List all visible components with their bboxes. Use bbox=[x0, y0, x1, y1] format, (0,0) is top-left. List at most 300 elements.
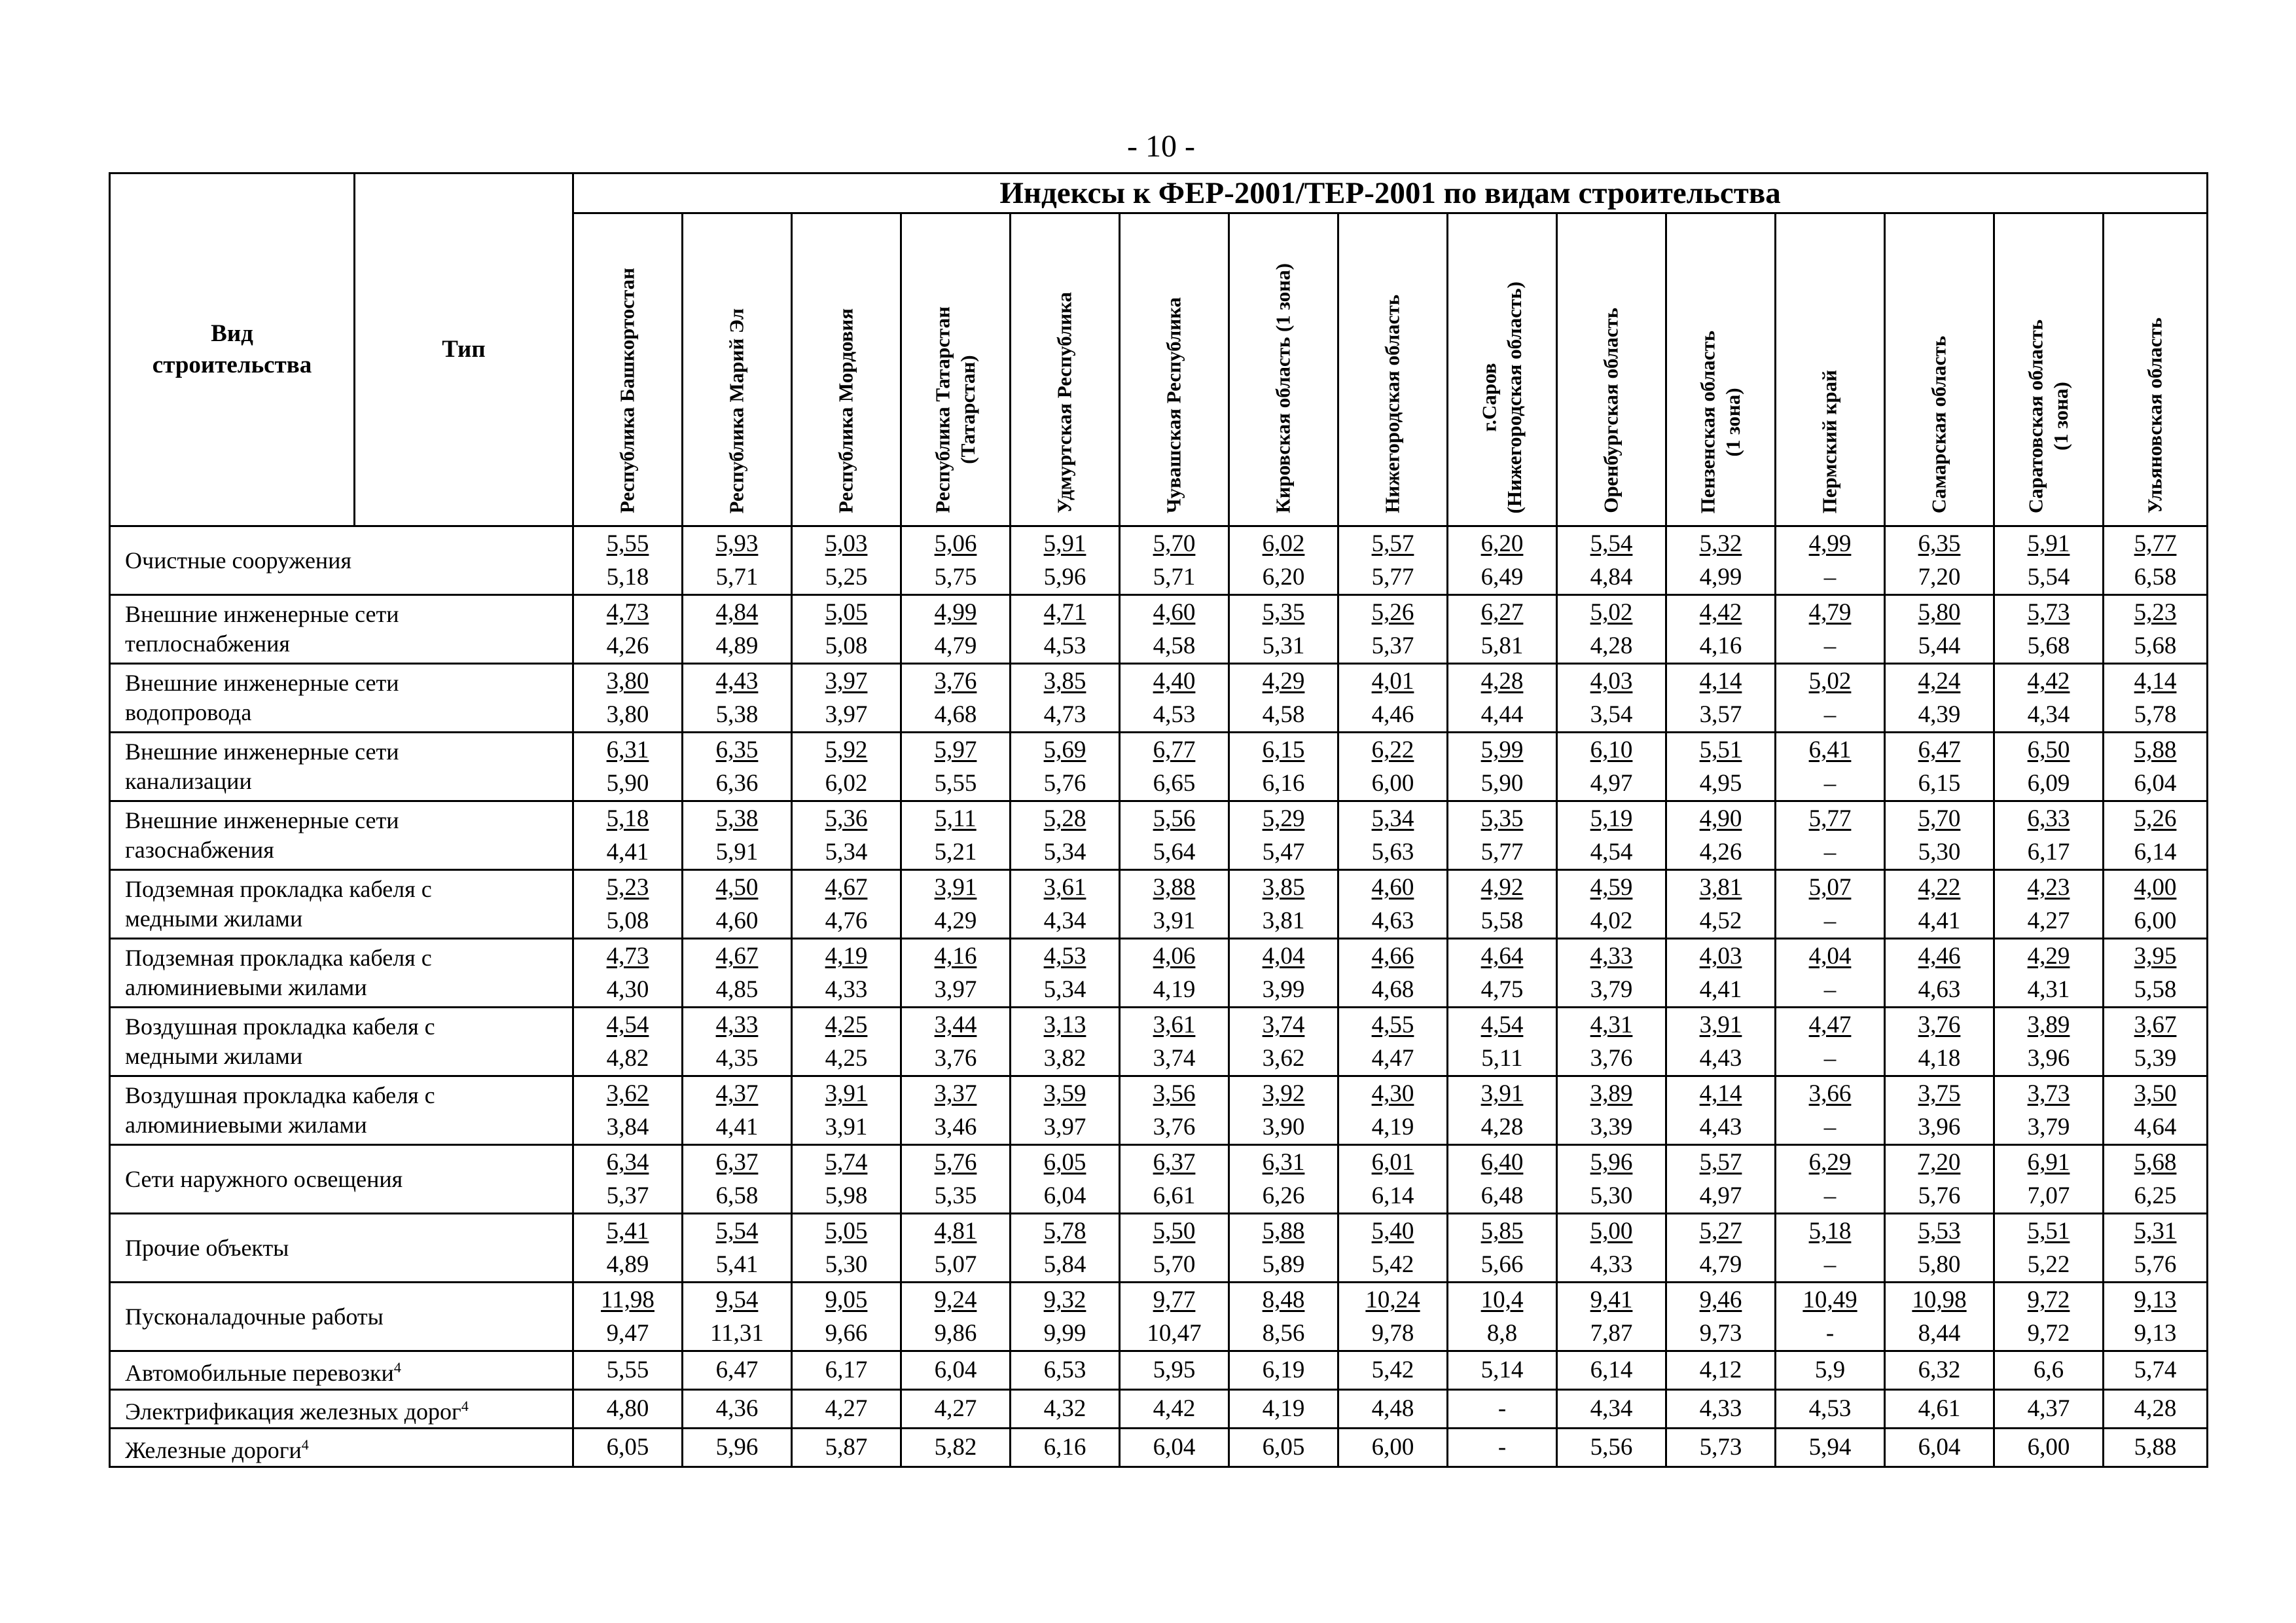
value-top-text: 9,46 bbox=[1699, 1286, 1742, 1313]
value-cell bbox=[1994, 595, 2104, 664]
value-top-text: 5,03 bbox=[825, 530, 868, 557]
value-top bbox=[1448, 939, 1556, 973]
value-bottom: 6,26 bbox=[1262, 1182, 1305, 1209]
value-bottom: 5,98 bbox=[825, 1182, 868, 1209]
value-cell bbox=[792, 870, 901, 939]
value-bottom: 5,54 bbox=[2027, 564, 2070, 591]
value-top bbox=[1230, 1283, 1337, 1317]
value-bottom: 7,20 bbox=[1918, 564, 1961, 591]
value-cell bbox=[683, 595, 792, 664]
value-top-text: 3,88 bbox=[1153, 874, 1196, 901]
value-bottom: 5,07 bbox=[934, 1251, 977, 1278]
value-top-text: 10,4 bbox=[1480, 1286, 1524, 1313]
value-cell bbox=[901, 870, 1011, 939]
value-bottom: 5,47 bbox=[1262, 839, 1305, 866]
value-top bbox=[1886, 1008, 1993, 1042]
value-top bbox=[2104, 871, 2206, 904]
value-top bbox=[1995, 1146, 2102, 1179]
value-top-text: 4,04 bbox=[1262, 943, 1305, 970]
value-top bbox=[1448, 1283, 1556, 1317]
region-name: Республика Мордовия bbox=[834, 308, 857, 513]
value-top-text: 9,41 bbox=[1590, 1286, 1633, 1313]
value-top-text: 5,18 bbox=[606, 805, 649, 832]
region-name: Нижегородская область bbox=[1380, 295, 1404, 513]
value-top bbox=[1776, 1214, 1884, 1248]
value-cell bbox=[1120, 1214, 1229, 1283]
value-top-text: 6,01 bbox=[1371, 1149, 1414, 1176]
value-bottom: 4,73 bbox=[1043, 701, 1086, 728]
value-cell bbox=[901, 1283, 1011, 1351]
value-bottom: – bbox=[1823, 1114, 1837, 1140]
value-bottom: 5,38 bbox=[715, 701, 759, 728]
value-top-text: 3,97 bbox=[825, 668, 868, 695]
value-cell bbox=[1338, 939, 1448, 1008]
value-top-text: 5,53 bbox=[1918, 1218, 1961, 1245]
value-bottom: 6,36 bbox=[715, 770, 759, 797]
value-top bbox=[1121, 1283, 1228, 1317]
value-cell bbox=[2104, 1214, 2208, 1283]
value-top bbox=[1558, 802, 1665, 835]
value-top bbox=[1776, 733, 1884, 767]
value-cell bbox=[1338, 870, 1448, 939]
value-bottom: 4,26 bbox=[606, 632, 649, 659]
value-cell bbox=[1666, 733, 1776, 801]
value-top-text: 9,77 bbox=[1153, 1286, 1196, 1313]
value-cell: 4,12 bbox=[1666, 1351, 1776, 1390]
value-bottom: 4,44 bbox=[1480, 701, 1524, 728]
value-cell: 5,74 bbox=[2104, 1351, 2208, 1390]
value-top-text: 4,14 bbox=[2134, 668, 2177, 695]
table-row bbox=[110, 1214, 2208, 1283]
value-cell bbox=[1776, 1145, 1885, 1214]
region-name: Республика Башкортостан bbox=[615, 268, 639, 513]
value-cell bbox=[1229, 595, 1338, 664]
value-top-text: 5,00 bbox=[1590, 1218, 1633, 1245]
row-label: Внешние инженерные сети канализации bbox=[110, 733, 573, 801]
value-cell bbox=[792, 1214, 901, 1283]
value-top-text: 5,27 bbox=[1699, 1218, 1742, 1245]
value-cell bbox=[1666, 801, 1776, 870]
value-top-text: 5,54 bbox=[715, 1218, 759, 1245]
value-top bbox=[1667, 527, 1774, 560]
value-top bbox=[1448, 871, 1556, 904]
value-top-text: 5,31 bbox=[2134, 1218, 2177, 1245]
value-bottom: 4,41 bbox=[715, 1114, 759, 1140]
value-cell bbox=[2104, 595, 2208, 664]
value-bottom: 5,77 bbox=[1480, 839, 1524, 866]
value-bottom: 9,73 bbox=[1699, 1320, 1742, 1347]
value-top-text: 6,22 bbox=[1371, 737, 1414, 763]
value-bottom: 5,71 bbox=[1153, 564, 1196, 591]
value-bottom: 5,77 bbox=[1371, 564, 1414, 591]
value-top bbox=[902, 733, 1009, 767]
value-cell: 5,14 bbox=[1448, 1351, 1557, 1390]
value-cell bbox=[1011, 1008, 1120, 1076]
value-cell bbox=[1229, 1145, 1338, 1214]
value-top bbox=[2104, 1008, 2206, 1042]
value-top-text: 4,99 bbox=[1808, 530, 1852, 557]
value-cell bbox=[1557, 1145, 1666, 1214]
value-top bbox=[1121, 1008, 1228, 1042]
value-bottom: 9,78 bbox=[1371, 1320, 1414, 1347]
value-top-text: 6,41 bbox=[1808, 737, 1852, 763]
value-top-text: 6,34 bbox=[606, 1149, 649, 1176]
value-top-text: 6,29 bbox=[1808, 1149, 1852, 1176]
value-cell bbox=[1666, 526, 1776, 595]
value-bottom: 4,16 bbox=[1699, 632, 1742, 659]
value-cell: 6,00 bbox=[1338, 1429, 1448, 1467]
value-top bbox=[793, 871, 900, 904]
value-cell: 5,87 bbox=[792, 1429, 901, 1467]
value-bottom: 3,82 bbox=[1043, 1045, 1086, 1072]
value-top bbox=[793, 1146, 900, 1179]
value-cell: 4,61 bbox=[1885, 1390, 1994, 1429]
value-cell bbox=[1338, 1076, 1448, 1145]
value-top-text: 3,95 bbox=[2134, 943, 2177, 970]
row-label bbox=[110, 1429, 573, 1467]
value-top-text: 5,29 bbox=[1262, 805, 1305, 832]
value-bottom: 3,96 bbox=[2027, 1045, 2070, 1072]
value-top-text: 5,05 bbox=[825, 599, 868, 626]
value-top-text: 4,14 bbox=[1699, 668, 1742, 695]
value-top-text: 5,32 bbox=[1699, 530, 1742, 557]
value-top-text: 5,76 bbox=[934, 1149, 977, 1176]
value-cell: 4,80 bbox=[573, 1390, 683, 1429]
value-top-text: 5,85 bbox=[1480, 1218, 1524, 1245]
value-cell: - bbox=[1448, 1429, 1557, 1467]
value-top bbox=[1230, 527, 1337, 560]
value-cell bbox=[1994, 1076, 2104, 1145]
value-cell bbox=[1994, 664, 2104, 733]
value-top-text: 5,74 bbox=[825, 1149, 868, 1176]
value-bottom: 3,57 bbox=[1699, 701, 1742, 728]
value-top-text: 4,29 bbox=[1262, 668, 1305, 695]
value-cell bbox=[1885, 1214, 1994, 1283]
value-bottom: 5,81 bbox=[1480, 632, 1524, 659]
value-cell: 5,95 bbox=[1120, 1351, 1229, 1390]
value-cell bbox=[901, 939, 1011, 1008]
value-top bbox=[902, 871, 1009, 904]
value-top-text: 5,41 bbox=[606, 1218, 649, 1245]
value-top-text: 5,91 bbox=[2027, 530, 2070, 557]
value-bottom: – bbox=[1823, 1251, 1837, 1278]
value-top bbox=[1230, 1214, 1337, 1248]
value-top-text: 3,44 bbox=[934, 1012, 977, 1038]
row-label: Подземная прокладка кабеля с алюминиевыми жилами bbox=[110, 939, 573, 1008]
value-cell: 6,04 bbox=[901, 1351, 1011, 1390]
value-bottom: 5,76 bbox=[2134, 1251, 2177, 1278]
region-header bbox=[683, 213, 792, 526]
value-top bbox=[1886, 871, 1993, 904]
value-cell bbox=[1229, 1008, 1338, 1076]
region-name: Удмуртская Республика bbox=[1052, 292, 1076, 513]
value-cell: 4,36 bbox=[683, 1390, 792, 1429]
value-cell bbox=[573, 733, 683, 801]
value-bottom: 4,39 bbox=[1918, 701, 1961, 728]
value-top bbox=[1558, 1283, 1665, 1317]
value-cell bbox=[792, 526, 901, 595]
value-cell bbox=[1776, 1076, 1885, 1145]
value-top bbox=[1011, 1008, 1119, 1042]
value-top bbox=[1230, 1008, 1337, 1042]
value-top-text: 7,20 bbox=[1918, 1149, 1961, 1176]
value-cell bbox=[573, 1214, 683, 1283]
row-label: Внешние инженерные сети теплоснабжения bbox=[110, 595, 573, 664]
value-bottom: 4,68 bbox=[934, 701, 977, 728]
value-bottom: 6,48 bbox=[1480, 1182, 1524, 1209]
value-top bbox=[793, 1077, 900, 1110]
value-top-text: 4,03 bbox=[1699, 943, 1742, 970]
value-top bbox=[793, 596, 900, 629]
value-top-text: 4,24 bbox=[1918, 668, 1961, 695]
value-cell bbox=[1448, 595, 1557, 664]
row-label: Внешние инженерные сети водопровода bbox=[110, 664, 573, 733]
value-bottom: 9,13 bbox=[2134, 1320, 2177, 1347]
value-cell bbox=[1885, 526, 1994, 595]
value-cell bbox=[1120, 1076, 1229, 1145]
value-bottom: 6,15 bbox=[1918, 770, 1961, 797]
value-bottom: 4,53 bbox=[1043, 632, 1086, 659]
value-top-text: 4,37 bbox=[715, 1080, 759, 1107]
value-cell: 6,53 bbox=[1011, 1351, 1120, 1390]
value-top-text: 3,91 bbox=[1699, 1012, 1742, 1038]
value-bottom: 3,90 bbox=[1262, 1114, 1305, 1140]
value-bottom: 4,18 bbox=[1918, 1045, 1961, 1072]
value-top bbox=[1448, 665, 1556, 698]
value-top-text: 4,92 bbox=[1480, 874, 1524, 901]
value-bottom: 4,95 bbox=[1699, 770, 1742, 797]
value-top bbox=[1995, 1008, 2102, 1042]
value-top bbox=[574, 733, 681, 767]
value-bottom: 10,47 bbox=[1147, 1320, 1202, 1347]
value-top-text: 6,02 bbox=[1262, 530, 1305, 557]
value-top-text: 4,16 bbox=[934, 943, 977, 970]
value-top-text: 3,61 bbox=[1153, 1012, 1196, 1038]
value-cell bbox=[1666, 1283, 1776, 1351]
value-top-text: 5,40 bbox=[1371, 1218, 1414, 1245]
value-bottom: 6,17 bbox=[2027, 839, 2070, 866]
value-cell bbox=[1557, 801, 1666, 870]
value-top-text: 5,96 bbox=[1590, 1149, 1633, 1176]
value-cell bbox=[1120, 526, 1229, 595]
value-top bbox=[1886, 939, 1993, 973]
value-cell: 5,9 bbox=[1776, 1351, 1885, 1390]
region-header bbox=[901, 213, 1011, 526]
value-top-text: 5,54 bbox=[1590, 530, 1633, 557]
value-cell bbox=[1666, 1076, 1776, 1145]
value-top-text: 4,30 bbox=[1371, 1080, 1414, 1107]
value-bottom: 4,79 bbox=[1699, 1251, 1742, 1278]
value-top bbox=[1121, 527, 1228, 560]
value-top bbox=[902, 596, 1009, 629]
region-header bbox=[1666, 213, 1776, 526]
value-cell bbox=[683, 870, 792, 939]
row-label-text: Автомобильные перевозки bbox=[125, 1360, 394, 1386]
value-cell: 5,73 bbox=[1666, 1429, 1776, 1467]
value-cell bbox=[1338, 801, 1448, 870]
value-bottom: 5,39 bbox=[2134, 1045, 2177, 1072]
value-bottom: 5,58 bbox=[1480, 907, 1524, 934]
value-top-text: 3,50 bbox=[2134, 1080, 2177, 1107]
value-top-text: 3,56 bbox=[1153, 1080, 1196, 1107]
value-cell bbox=[1666, 1145, 1776, 1214]
value-top-text: 3,81 bbox=[1699, 874, 1742, 901]
value-bottom: 6,58 bbox=[715, 1182, 759, 1209]
value-top-text: 5,57 bbox=[1371, 530, 1414, 557]
value-top-text: 11,98 bbox=[601, 1286, 655, 1313]
value-cell bbox=[1120, 1145, 1229, 1214]
value-cell: 6,00 bbox=[1994, 1429, 2104, 1467]
value-bottom: 5,37 bbox=[606, 1182, 649, 1209]
value-top bbox=[574, 871, 681, 904]
value-bottom: 3,84 bbox=[606, 1114, 649, 1140]
value-bottom: 5,55 bbox=[934, 770, 977, 797]
value-top-text: 6,77 bbox=[1153, 737, 1196, 763]
value-top bbox=[793, 733, 900, 767]
value-top bbox=[1667, 1146, 1774, 1179]
value-top bbox=[902, 939, 1009, 973]
value-cell bbox=[1557, 1283, 1666, 1351]
value-top bbox=[1995, 527, 2102, 560]
value-top bbox=[2104, 939, 2206, 973]
value-cell bbox=[1229, 801, 1338, 870]
table-body bbox=[110, 526, 2208, 1467]
value-bottom: 5,37 bbox=[1371, 632, 1414, 659]
value-top bbox=[1121, 665, 1228, 698]
value-top-text: 4,71 bbox=[1043, 599, 1086, 626]
value-top bbox=[574, 596, 681, 629]
value-top bbox=[683, 802, 791, 835]
value-bottom: 6,00 bbox=[1371, 770, 1414, 797]
value-bottom: 3,99 bbox=[1262, 976, 1305, 1003]
value-bottom: 5,34 bbox=[1043, 976, 1086, 1003]
value-top-text: 5,91 bbox=[1043, 530, 1086, 557]
value-top-text: 3,62 bbox=[606, 1080, 649, 1107]
value-cell: 4,37 bbox=[1994, 1390, 2104, 1429]
value-top-text: 5,99 bbox=[1480, 737, 1524, 763]
value-cell bbox=[1011, 939, 1120, 1008]
value-cell bbox=[901, 1008, 1011, 1076]
region-header bbox=[792, 213, 901, 526]
value-top bbox=[1339, 871, 1446, 904]
value-cell bbox=[1120, 595, 1229, 664]
value-bottom: 5,76 bbox=[1918, 1182, 1961, 1209]
value-top bbox=[1448, 1214, 1556, 1248]
table-row bbox=[110, 526, 2208, 595]
region-name: Пермский край bbox=[1818, 369, 1841, 513]
value-cell bbox=[1776, 1214, 1885, 1283]
table-row bbox=[110, 664, 2208, 733]
value-top bbox=[574, 527, 681, 560]
value-top bbox=[1667, 1077, 1774, 1110]
value-cell: 6,04 bbox=[1120, 1429, 1229, 1467]
value-top bbox=[1558, 871, 1665, 904]
value-top bbox=[1230, 871, 1337, 904]
value-cell bbox=[792, 1076, 901, 1145]
value-cell bbox=[1557, 939, 1666, 1008]
value-top bbox=[793, 1008, 900, 1042]
value-top-text: 5,23 bbox=[2134, 599, 2177, 626]
value-top bbox=[1995, 939, 2102, 973]
value-top-text: 5,73 bbox=[2027, 599, 2070, 626]
value-top bbox=[1558, 1077, 1665, 1110]
value-top bbox=[1121, 733, 1228, 767]
value-bottom: 4,19 bbox=[1371, 1114, 1414, 1140]
row-label: Прочие объекты bbox=[110, 1214, 573, 1283]
value-top bbox=[1667, 665, 1774, 698]
value-top bbox=[683, 527, 791, 560]
value-top-text: 5,34 bbox=[1371, 805, 1414, 832]
value-top bbox=[1121, 939, 1228, 973]
table-row bbox=[110, 801, 2208, 870]
value-top-text: 4,06 bbox=[1153, 943, 1196, 970]
value-bottom: 4,60 bbox=[715, 907, 759, 934]
value-cell bbox=[792, 939, 901, 1008]
region-name: Саратовская область (1 зона) bbox=[2024, 319, 2072, 513]
value-cell bbox=[683, 526, 792, 595]
value-cell bbox=[901, 1145, 1011, 1214]
value-cell bbox=[2104, 526, 2208, 595]
value-cell bbox=[1557, 870, 1666, 939]
value-top bbox=[1886, 527, 1993, 560]
region-header bbox=[573, 213, 683, 526]
value-top-text: 6,47 bbox=[1918, 737, 1961, 763]
region-name: Республика Марий Эл bbox=[725, 308, 748, 513]
value-top-text: 4,67 bbox=[825, 874, 868, 901]
value-bottom: – bbox=[1823, 564, 1837, 591]
value-cell bbox=[1338, 1214, 1448, 1283]
value-top-text: 4,03 bbox=[1590, 668, 1633, 695]
value-top-text: 5,23 bbox=[606, 874, 649, 901]
value-cell: 6,6 bbox=[1994, 1351, 2104, 1390]
value-cell: 4,53 bbox=[1776, 1390, 1885, 1429]
region-name: Республика Татарстан (Татарстан) bbox=[931, 306, 979, 513]
value-cell: 5,94 bbox=[1776, 1429, 1885, 1467]
value-top bbox=[574, 1283, 681, 1317]
value-bottom: 5,89 bbox=[1262, 1251, 1305, 1278]
value-top-text: 5,80 bbox=[1918, 599, 1961, 626]
row-label: Воздушная прокладка кабеля с алюминиевыми жилами bbox=[110, 1076, 573, 1145]
value-top bbox=[1011, 596, 1119, 629]
value-cell bbox=[2104, 870, 2208, 939]
value-top bbox=[1339, 1146, 1446, 1179]
value-top bbox=[1011, 665, 1119, 698]
value-bottom: 4,02 bbox=[1590, 907, 1633, 934]
value-bottom: 4,28 bbox=[1480, 1114, 1524, 1140]
value-top bbox=[902, 802, 1009, 835]
value-cell: 5,82 bbox=[901, 1429, 1011, 1467]
value-cell bbox=[1120, 664, 1229, 733]
value-cell bbox=[683, 801, 792, 870]
value-top bbox=[1011, 871, 1119, 904]
value-cell bbox=[1338, 1145, 1448, 1214]
value-top-text: 5,07 bbox=[1808, 874, 1852, 901]
value-cell bbox=[792, 801, 901, 870]
value-top-text: 9,32 bbox=[1043, 1286, 1086, 1313]
value-top-text: 4,22 bbox=[1918, 874, 1961, 901]
value-cell bbox=[1338, 595, 1448, 664]
value-bottom: 4,76 bbox=[825, 907, 868, 934]
value-cell bbox=[1448, 1145, 1557, 1214]
value-bottom: 5,63 bbox=[1371, 839, 1414, 866]
value-bottom: 4,27 bbox=[2027, 907, 2070, 934]
value-cell bbox=[1448, 1283, 1557, 1351]
value-top-text: 10,49 bbox=[1803, 1286, 1857, 1313]
value-bottom: 3,79 bbox=[1590, 976, 1633, 1003]
value-top bbox=[1886, 802, 1993, 835]
value-top-text: 5,35 bbox=[1480, 805, 1524, 832]
region-name: Кировская область (1 зона) bbox=[1271, 263, 1295, 513]
